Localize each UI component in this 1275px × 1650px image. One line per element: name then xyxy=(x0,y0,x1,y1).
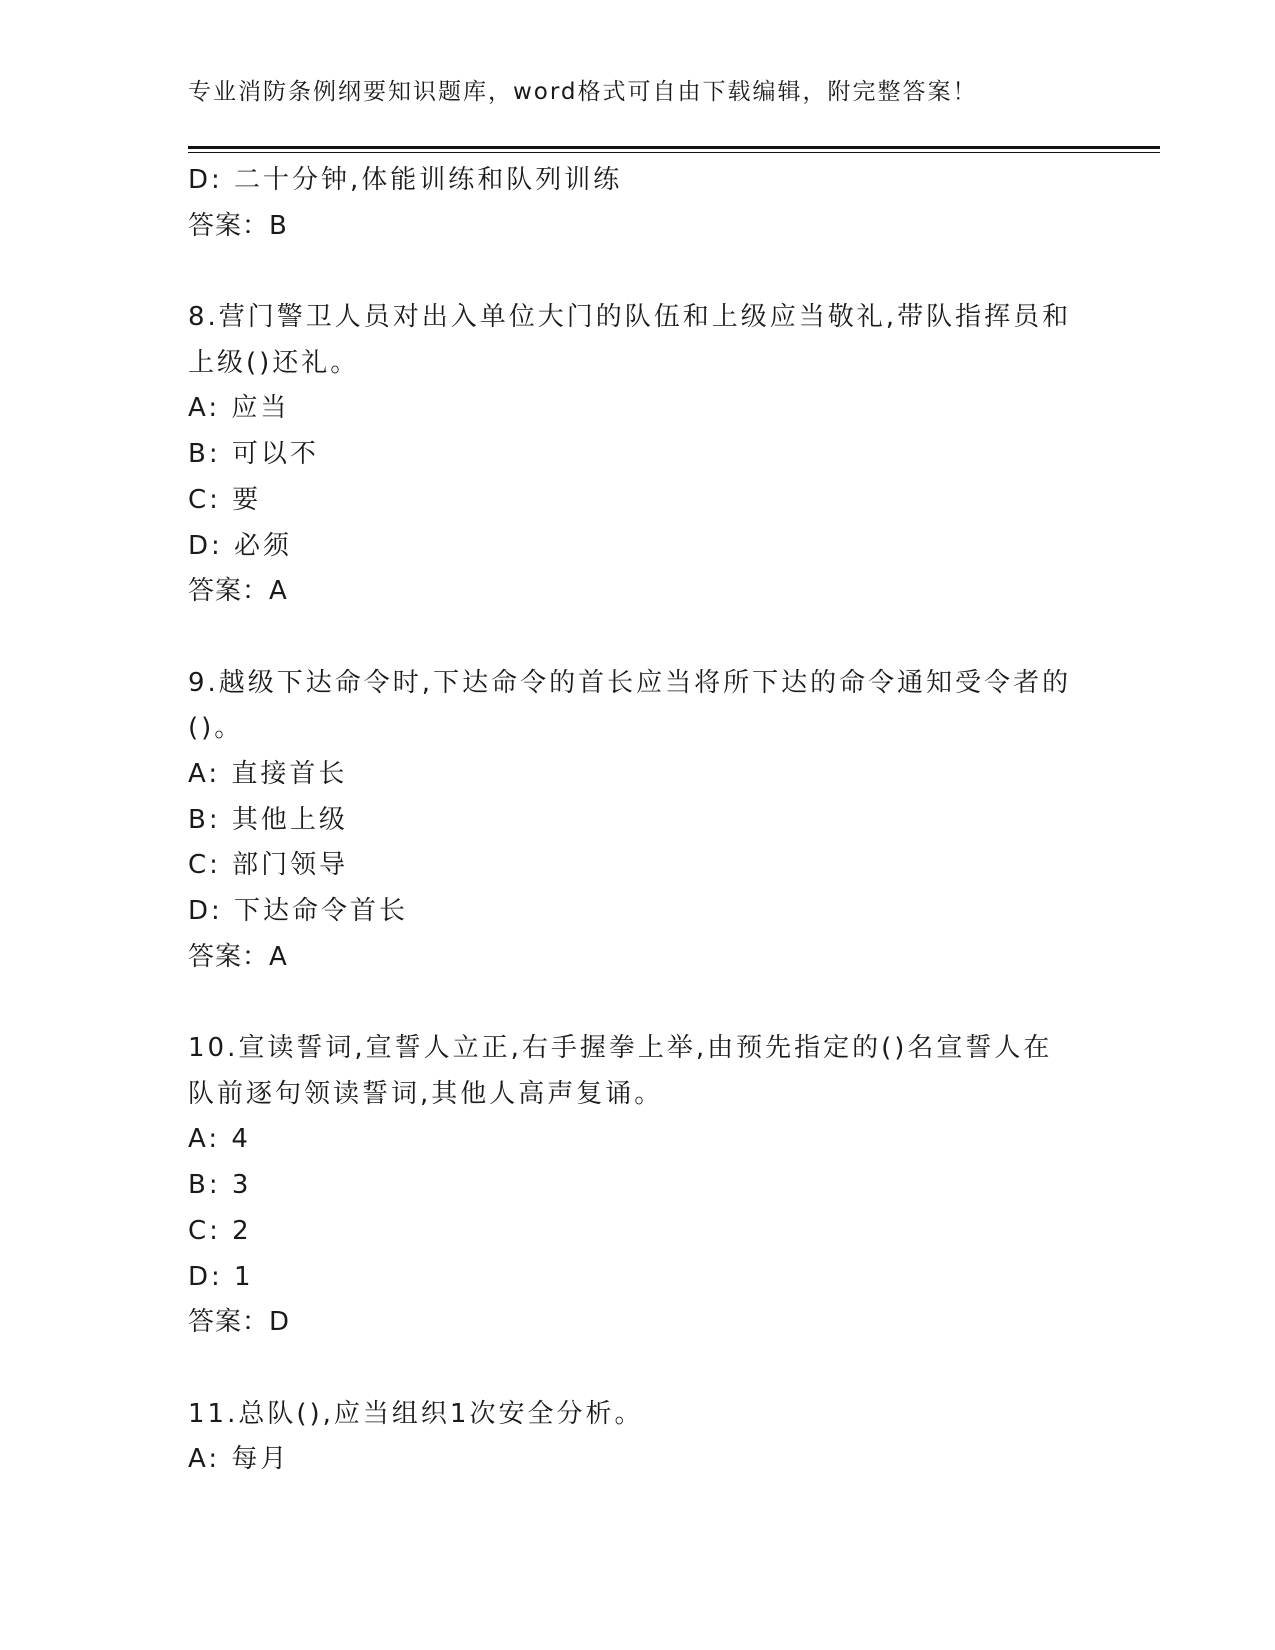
option-d: D: 二十分钟,体能训练和队列训练 xyxy=(188,165,623,195)
option-a: A: 每月 xyxy=(188,1444,290,1475)
option-b: B: 可以不 xyxy=(188,439,319,470)
option-b: B: 其他上级 xyxy=(188,804,348,835)
answer-line: 答案：D xyxy=(188,1307,291,1338)
question-block-7 xyxy=(188,158,1088,249)
question-block-9 xyxy=(188,661,1088,981)
header-rule-thin xyxy=(188,152,1160,153)
question-text-line: 8.营门警卫人员对出入单位大门的队伍和上级应当敬礼,带队指挥员和 xyxy=(188,302,1072,333)
answer-line: 答案：A xyxy=(188,941,288,972)
answer-line: 答案：A xyxy=(188,576,288,607)
option-d: D: 必须 xyxy=(188,530,293,561)
option-c: C: 要 xyxy=(188,484,262,515)
option-d: D: 1 xyxy=(188,1261,254,1292)
question-text-line: 上级()还礼。 xyxy=(188,347,360,378)
page-header: 专业消防条例纲要知识题库，word格式可自由下载编辑，附完整答案！ xyxy=(188,79,978,105)
question-text-line: 队前逐句领读誓词,其他人高声复诵。 xyxy=(188,1078,664,1109)
header-rule-thick xyxy=(188,146,1160,149)
question-text-line: 11.总队(),应当组织1次安全分析。 xyxy=(188,1398,644,1429)
option-a: A: 应当 xyxy=(188,393,290,424)
option-b: B: 3 xyxy=(188,1170,252,1201)
option-c: C: 2 xyxy=(188,1215,252,1246)
question-list xyxy=(188,158,1088,1483)
option-a: A: 4 xyxy=(188,1124,251,1155)
question-text-line: 9.越级下达命令时,下达命令的首长应当将所下达的命令通知受令者的 xyxy=(188,667,1072,698)
option-c: C: 部门领导 xyxy=(188,850,349,881)
question-text-line: 10.宣读誓词,宣誓人立正,右手握拳上举,由预先指定的()名宣誓人在 xyxy=(188,1033,1053,1064)
question-block-10 xyxy=(188,1026,1088,1346)
question-block-11 xyxy=(188,1392,1088,1483)
question-text-line: ()。 xyxy=(188,713,244,744)
option-a: A: 直接首长 xyxy=(188,758,348,789)
option-d: D: 下达命令首长 xyxy=(188,896,409,926)
spacer xyxy=(188,1346,1088,1392)
answer-line: 答案：B xyxy=(188,210,288,241)
question-block-8 xyxy=(188,295,1088,615)
spacer xyxy=(188,615,1088,661)
spacer xyxy=(188,249,1088,295)
spacer xyxy=(188,980,1088,1026)
